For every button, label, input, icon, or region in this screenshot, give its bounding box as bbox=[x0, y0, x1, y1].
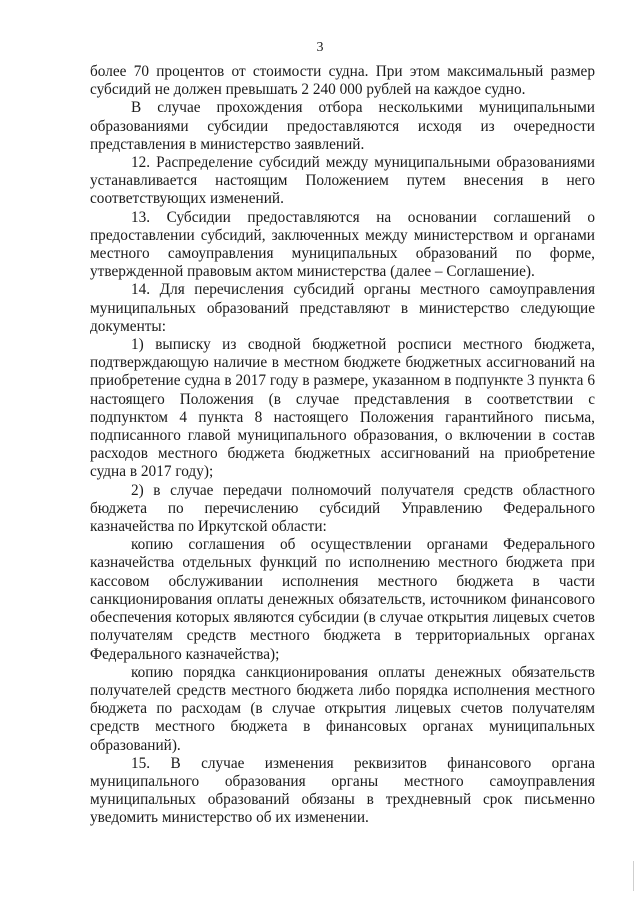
paragraph: копию порядка санкционирования оплаты денежных обязательств получателей средств местного бюджета либо порядка исполнения местного бюджета по расходам (в случае открытия лицевых счетов получателям средств местного бюджета в финансовых органах муниципальных образований). bbox=[90, 663, 595, 754]
paragraph: 2) в случае передачи полномочий получателя средств областного бюджета по перечислению субсидий Управлению Федерального казначейства по Иркутской области: bbox=[90, 481, 595, 536]
paragraph: 15. В случае изменения реквизитов финансового органа муниципального образования органы местного самоуправления муниципальных образований обязаны в трехдневный срок письменно уведомить министерство об их изменении. bbox=[90, 754, 595, 827]
paragraph: 12. Распределение субсидий между муниципальными образованиями устанавливается настоящим Положением путем внесения в него соответствующих изменений. bbox=[90, 154, 595, 208]
paragraph: 1) выписку из сводной бюджетной росписи местного бюджета, подтверждающую наличие в местном бюджете бюджетных ассигнований на приобретение судна в 2017 году в размере, указанном в подпункте 3 пункта 6 настоящего Положения (в случае представления в соответствии с подпунктом 4 пункта 8 настоящего Положения гарантийного письма, подписанного главой муниципального образования, о включении в состав расходов местного бюджета бюджетных ассигнований на приобретение судна в 2017 году); bbox=[90, 336, 595, 481]
paragraph: более 70 процентов от стоимости судна. При этом максимальный размер субсидий не должен превышать 2 240 000 рублей на каждое судно. bbox=[90, 63, 595, 99]
page-number: 3 bbox=[316, 40, 324, 55]
paragraph: 14. Для перечисления субсидий органы местного самоуправления муниципальных образований представляют в министерство следующие документы: bbox=[90, 281, 595, 335]
paragraph: 13. Субсидии предоставляются на основании соглашений о предоставлении субсидий, заключенных между министерством и органами местного самоуправления муниципальных образований по форме, утвержденной правовым актом министерства (далее – Соглашение). bbox=[90, 208, 595, 281]
document-body bbox=[90, 63, 595, 828]
paragraph: В случае прохождения отбора несколькими муниципальными образованиями субсидии предоставляются исходя из очередности представления в министерство заявлений. bbox=[90, 99, 595, 153]
scan-edge-mark bbox=[633, 861, 634, 891]
paragraph: копию соглашения об осуществлении органами Федерального казначейства отдельных функций по исполнению местного бюджета при кассовом обслуживании исполнения местного бюджета в части санкционирования оплаты денежных обязательств, источником финансового обеспечения которых являются субсидии (в случае открытия лицевых счетов получателям средств местного бюджета в территориальных органах Федерального казначейства); bbox=[90, 536, 595, 663]
